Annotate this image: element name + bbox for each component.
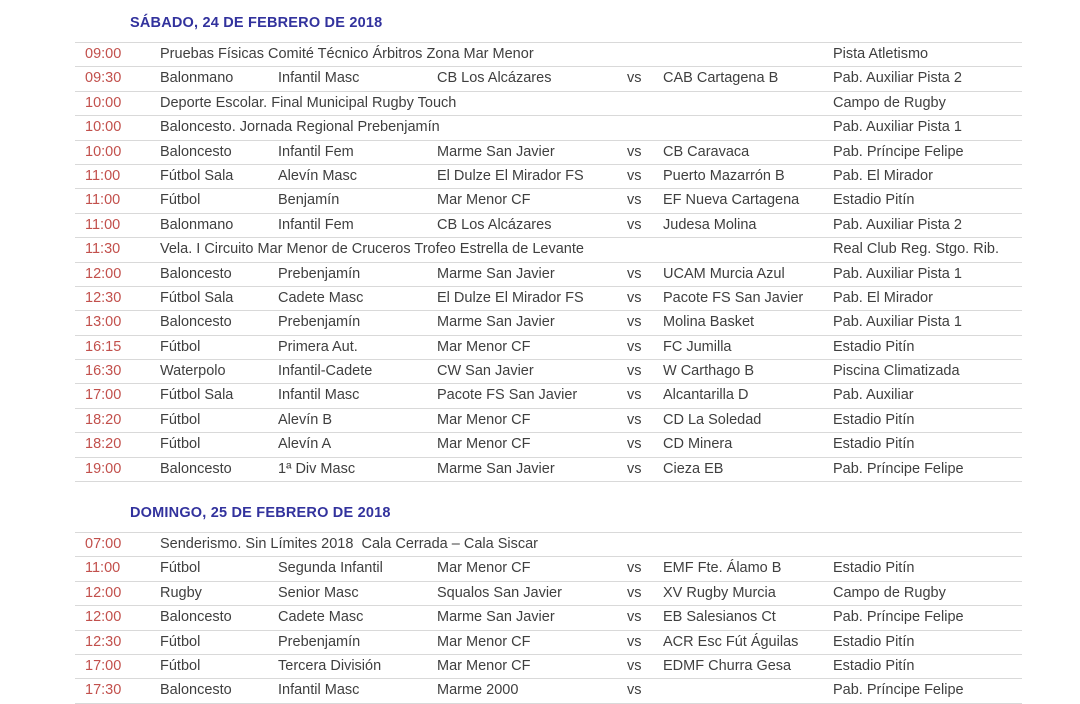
time-cell: 12:00 xyxy=(85,584,122,601)
time-cell: 10:00 xyxy=(85,119,122,136)
venue-cell: Pab. Príncipe Felipe xyxy=(833,682,964,699)
away-team-cell: Molina Basket xyxy=(663,314,755,331)
venue-cell: Estadio Pitín xyxy=(833,657,915,674)
home-team-cell: Mar Menor CF xyxy=(437,411,531,428)
category-cell: Infantil-Cadete xyxy=(278,363,373,380)
time-cell: 18:20 xyxy=(85,436,122,453)
away-team-cell: EDMF Churra Gesa xyxy=(663,657,792,674)
schedule-row-match xyxy=(75,165,1022,189)
sport-cell: Fútbol xyxy=(160,633,201,650)
vs-label: vs xyxy=(627,584,642,601)
home-team-cell: Mar Menor CF xyxy=(437,338,531,355)
home-team-cell: Marme San Javier xyxy=(437,143,555,160)
category-cell: Senior Masc xyxy=(278,584,359,601)
venue-cell: Pab. Auxiliar Pista 1 xyxy=(833,119,962,136)
vs-label: vs xyxy=(627,265,642,282)
home-team-cell: Marme San Javier xyxy=(437,314,555,331)
home-team-cell: Mar Menor CF xyxy=(437,192,531,209)
venue-cell: Pab. Auxiliar Pista 1 xyxy=(833,314,962,331)
schedule-table-sunday xyxy=(75,532,1022,704)
home-team-cell: Mar Menor CF xyxy=(437,657,531,674)
home-team-cell: Marme San Javier xyxy=(437,460,555,477)
vs-label: vs xyxy=(627,609,642,626)
category-cell: Cadete Masc xyxy=(278,289,364,306)
sport-cell: Rugby xyxy=(160,584,202,601)
category-cell: Alevín A xyxy=(278,436,332,453)
schedule-row-event xyxy=(75,238,1022,262)
away-team-cell: CD La Soledad xyxy=(663,411,762,428)
time-cell: 19:00 xyxy=(85,460,122,477)
category-cell: Infantil Masc xyxy=(278,387,360,404)
section-title-sunday: DOMINGO, 25 DE FEBRERO DE 2018 xyxy=(130,505,391,522)
vs-label: vs xyxy=(627,143,642,160)
schedule-row-match xyxy=(75,67,1022,91)
schedule-row-event xyxy=(75,43,1022,67)
home-team-cell: CB Los Alcázares xyxy=(437,216,552,233)
category-cell: Segunda Infantil xyxy=(278,560,383,577)
time-cell: 17:30 xyxy=(85,682,122,699)
category-cell: Infantil Fem xyxy=(278,143,354,160)
category-cell: Alevín Masc xyxy=(278,167,357,184)
venue-cell: Pab. Príncipe Felipe xyxy=(833,143,964,160)
vs-label: vs xyxy=(627,387,642,404)
vs-label: vs xyxy=(627,167,642,184)
venue-cell: Estadio Pitín xyxy=(833,411,915,428)
category-cell: Prebenjamín xyxy=(278,314,361,331)
vs-label: vs xyxy=(627,436,642,453)
category-cell: Infantil Masc xyxy=(278,682,360,699)
home-team-cell: Mar Menor CF xyxy=(437,436,531,453)
schedule-row-match xyxy=(75,409,1022,433)
venue-cell: Pab. Auxiliar Pista 2 xyxy=(833,216,962,233)
vs-label: vs xyxy=(627,657,642,674)
home-team-cell: El Dulze El Mirador FS xyxy=(437,289,584,306)
category-cell: Prebenjamín xyxy=(278,265,361,282)
venue-cell: Campo de Rugby xyxy=(833,584,946,601)
away-team-cell: UCAM Murcia Azul xyxy=(663,265,785,282)
vs-label: vs xyxy=(627,682,642,699)
schedule-row-match xyxy=(75,679,1022,703)
schedule-row-match xyxy=(75,433,1022,457)
sport-cell: Balonmano xyxy=(160,216,234,233)
sport-cell: Fútbol Sala xyxy=(160,167,234,184)
schedule-row-match xyxy=(75,384,1022,408)
sport-cell: Balonmano xyxy=(160,70,234,87)
time-cell: 17:00 xyxy=(85,387,122,404)
event-description-cell: Vela. I Circuito Mar Menor de Cruceros Trofeo Estrella de Levante xyxy=(160,241,584,258)
away-team-cell: Alcantarilla D xyxy=(663,387,749,404)
time-cell: 10:00 xyxy=(85,143,122,160)
category-cell: Tercera División xyxy=(278,657,382,674)
away-team-cell: CD Minera xyxy=(663,436,733,453)
time-cell: 11:00 xyxy=(85,560,121,577)
sport-cell: Baloncesto xyxy=(160,314,232,331)
sport-cell: Fútbol xyxy=(160,192,201,209)
schedule-table-saturday xyxy=(75,42,1022,482)
venue-cell: Estadio Pitín xyxy=(833,560,915,577)
category-cell: Benjamín xyxy=(278,192,340,209)
time-cell: 07:00 xyxy=(85,536,122,553)
schedule-row-match xyxy=(75,582,1022,606)
away-team-cell: EB Salesianos Ct xyxy=(663,609,776,626)
away-team-cell: Cieza EB xyxy=(663,460,724,477)
category-cell: 1ª Div Masc xyxy=(278,460,356,477)
vs-label: vs xyxy=(627,314,642,331)
time-cell: 12:30 xyxy=(85,289,122,306)
sport-cell: Fútbol xyxy=(160,657,201,674)
venue-cell: Pista Atletismo xyxy=(833,46,929,62)
venue-cell: Real Club Reg. Stgo. Rib. xyxy=(833,241,1000,258)
venue-cell: Pab. Auxiliar xyxy=(833,387,914,404)
venue-cell: Pab. Príncipe Felipe xyxy=(833,609,964,626)
home-team-cell: CB Los Alcázares xyxy=(437,70,552,87)
venue-cell: Pab. El Mirador xyxy=(833,167,933,184)
away-team-cell: FC Jumilla xyxy=(663,338,732,355)
schedule-row-match xyxy=(75,189,1022,213)
time-cell: 17:00 xyxy=(85,657,122,674)
time-cell: 12:30 xyxy=(85,633,122,650)
venue-cell: Estadio Pitín xyxy=(833,436,915,453)
time-cell: 12:00 xyxy=(85,609,122,626)
schedule-row-match xyxy=(75,655,1022,679)
sport-cell: Baloncesto xyxy=(160,143,232,160)
home-team-cell: Mar Menor CF xyxy=(437,633,531,650)
venue-cell: Estadio Pitín xyxy=(833,633,915,650)
away-team-cell: XV Rugby Murcia xyxy=(663,584,776,601)
venue-cell: Pab. Príncipe Felipe xyxy=(833,460,964,477)
time-cell: 11:00 xyxy=(85,192,121,209)
schedule-row-match xyxy=(75,141,1022,165)
home-team-cell: Mar Menor CF xyxy=(437,560,531,577)
venue-cell: Campo de Rugby xyxy=(833,94,946,111)
schedule-row-event xyxy=(75,92,1022,116)
away-team-cell: CAB Cartagena B xyxy=(663,70,779,87)
away-team-cell: Pacote FS San Javier xyxy=(663,289,804,306)
sport-cell: Fútbol Sala xyxy=(160,387,234,404)
schedule-row-match xyxy=(75,631,1022,655)
event-description-cell: Pruebas Físicas Comité Técnico Árbitros Zona Mar Menor xyxy=(160,46,534,62)
sport-cell: Baloncesto xyxy=(160,682,232,699)
schedule-row-match xyxy=(75,214,1022,238)
category-cell: Infantil Fem xyxy=(278,216,354,233)
vs-label: vs xyxy=(627,633,642,650)
venue-cell: Estadio Pitín xyxy=(833,192,915,209)
sport-cell: Fútbol xyxy=(160,560,201,577)
category-cell: Infantil Masc xyxy=(278,70,360,87)
time-cell: 11:00 xyxy=(85,216,121,233)
away-team-cell: EMF Fte. Álamo B xyxy=(663,560,782,577)
time-cell: 16:15 xyxy=(85,338,122,355)
schedule-row-match xyxy=(75,557,1022,581)
away-team-cell: ACR Esc Fút Águilas xyxy=(663,633,799,650)
sport-cell: Fútbol Sala xyxy=(160,289,234,306)
vs-label: vs xyxy=(627,560,642,577)
vs-label: vs xyxy=(627,363,642,380)
away-team-cell: W Carthago B xyxy=(663,363,755,380)
time-cell: 12:00 xyxy=(85,265,122,282)
schedule-row-match xyxy=(75,606,1022,630)
sport-cell: Fútbol xyxy=(160,411,201,428)
time-cell: 11:30 xyxy=(85,241,121,258)
venue-cell: Estadio Pitín xyxy=(833,338,915,355)
vs-label: vs xyxy=(627,460,642,477)
event-description-cell: Deporte Escolar. Final Municipal Rugby Touch xyxy=(160,94,457,111)
vs-label: vs xyxy=(627,289,642,306)
vs-label: vs xyxy=(627,411,642,428)
home-team-cell: CW San Javier xyxy=(437,363,534,380)
schedule-row-match xyxy=(75,263,1022,287)
time-cell: 09:00 xyxy=(85,46,122,62)
home-team-cell: Marme San Javier xyxy=(437,609,555,626)
section-title-saturday: SÁBADO, 24 DE FEBRERO DE 2018 xyxy=(130,15,383,31)
sport-cell: Baloncesto xyxy=(160,460,232,477)
schedule-row-match xyxy=(75,360,1022,384)
sport-cell: Fútbol xyxy=(160,436,201,453)
time-cell: 09:30 xyxy=(85,70,122,87)
event-description-cell: Senderismo. Sin Límites 2018 Cala Cerrada – Cala Siscar xyxy=(160,536,538,553)
time-cell: 16:30 xyxy=(85,363,122,380)
vs-label: vs xyxy=(627,338,642,355)
category-cell: Alevín B xyxy=(278,411,332,428)
venue-cell: Pab. El Mirador xyxy=(833,289,933,306)
home-team-cell: El Dulze El Mirador FS xyxy=(437,167,584,184)
sport-cell: Baloncesto xyxy=(160,265,232,282)
home-team-cell: Marme San Javier xyxy=(437,265,555,282)
away-team-cell: CB Caravaca xyxy=(663,143,750,160)
time-cell: 18:20 xyxy=(85,411,122,428)
vs-label: vs xyxy=(627,216,642,233)
venue-cell: Piscina Climatizada xyxy=(833,363,960,380)
sport-cell: Baloncesto xyxy=(160,609,232,626)
away-team-cell: Judesa Molina xyxy=(663,216,757,233)
away-team-cell: EF Nueva Cartagena xyxy=(663,192,800,209)
venue-cell: Pab. Auxiliar Pista 2 xyxy=(833,70,962,87)
vs-label: vs xyxy=(627,70,642,87)
vs-label: vs xyxy=(627,192,642,209)
schedule-row-match xyxy=(75,311,1022,335)
schedule-row-match xyxy=(75,458,1022,482)
sport-cell: Waterpolo xyxy=(160,363,226,380)
schedule-row-match xyxy=(75,336,1022,360)
schedule-row-match xyxy=(75,287,1022,311)
time-cell: 13:00 xyxy=(85,314,122,331)
category-cell: Primera Aut. xyxy=(278,338,358,355)
venue-cell: Pab. Auxiliar Pista 1 xyxy=(833,265,962,282)
event-description-cell: Baloncesto. Jornada Regional Prebenjamín xyxy=(160,119,440,136)
category-cell: Prebenjamín xyxy=(278,633,361,650)
schedule-row-event xyxy=(75,533,1022,557)
away-team-cell: Puerto Mazarrón B xyxy=(663,167,785,184)
sport-cell: Fútbol xyxy=(160,338,201,355)
home-team-cell: Squalos San Javier xyxy=(437,584,562,601)
time-cell: 10:00 xyxy=(85,94,122,111)
section-saturday xyxy=(75,14,1022,482)
time-cell: 11:00 xyxy=(85,167,121,184)
home-team-cell: Pacote FS San Javier xyxy=(437,387,578,404)
home-team-cell: Marme 2000 xyxy=(437,682,519,699)
schedule-row-event xyxy=(75,116,1022,140)
category-cell: Cadete Masc xyxy=(278,609,364,626)
section-sunday xyxy=(75,504,1022,704)
